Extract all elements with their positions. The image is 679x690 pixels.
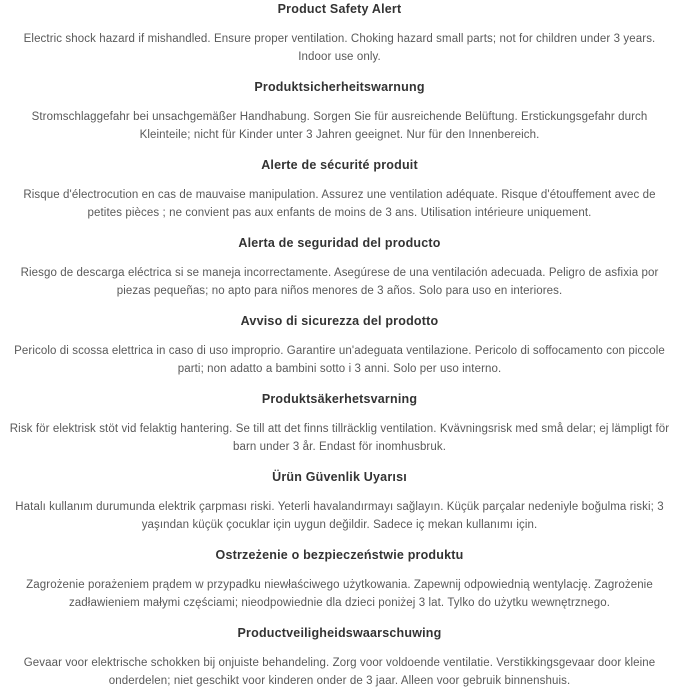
section-body-pl: Zagrożenie porażeniem prądem w przypadku niewłaściwego użytkowania. Zapewnij odpowiednią wentylację. Zagrożenie zadławieniem małymi częściami; nieodpowiednie dla dzieci poniżej 3 lat. Tylko do użytku wewnętrznego. bbox=[26, 579, 653, 609]
section-heading-tr: Ürün Güvenlik Uyarısı bbox=[272, 470, 407, 484]
safety-section-fr bbox=[6, 158, 673, 222]
section-body-en: Electric shock hazard if mishandled. Ensure proper ventilation. Choking hazard small parts; not for children under 3 years. Indoor use only. bbox=[23, 33, 656, 63]
section-body-tr: Hatalı kullanım durumunda elektrik çarpması riski. Yeterli havalandırmayı sağlayın. Küçük parçalar nedeniyle boğulma riski; 3 yaşından küçük çocuklar için uygun değildir. Sadece iç mekan kullanımı için. bbox=[15, 501, 664, 531]
safety-section-it bbox=[6, 314, 673, 378]
section-heading-de: Produktsicherheitswarnung bbox=[254, 80, 425, 94]
safety-section-de bbox=[6, 80, 673, 144]
section-heading-sv: Produktsäkerhetsvarning bbox=[261, 392, 418, 406]
section-heading-fr: Alerte de sécurité produit bbox=[261, 158, 418, 172]
safety-section-en bbox=[6, 2, 673, 66]
safety-section-sv bbox=[6, 392, 673, 456]
section-heading-en: Product Safety Alert bbox=[277, 2, 402, 16]
section-body-de: Stromschlaggefahr bei unsachgemäßer Handhabung. Sorgen Sie für ausreichende Belüftung. Erstickungsgefahr durch Kleinteile; nicht für Kinder unter 3 Jahren geeignet. Nur für den Innenbereich. bbox=[31, 111, 648, 141]
safety-section-es bbox=[6, 236, 673, 300]
section-heading-es: Alerta de seguridad del producto bbox=[238, 236, 441, 250]
section-body-nl: Gevaar voor elektrische schokken bij onjuiste behandeling. Zorg voor voldoende ventilatie. Verstikkingsgevaar door kleine onderdelen; niet geschikt voor kinderen onder de 3 jaar. Alleen voor gebruik binnenshuis. bbox=[23, 657, 656, 687]
section-body-it: Pericolo di scossa elettrica in caso di uso improprio. Garantire un'adeguata ventilazione. Pericolo di soffocamento con piccole parti; non adatto a bambini sotto i 3 anni. Solo per uso interno. bbox=[14, 345, 665, 375]
section-body-es: Riesgo de descarga eléctrica si se maneja incorrectamente. Asegúrese de una ventilación adecuada. Peligro de asfixia por piezas pequeñas; no apto para niños menores de 3 años. Solo para uso en interiores. bbox=[20, 267, 659, 297]
safety-section-pl bbox=[6, 548, 673, 612]
section-heading-pl: Ostrzeżenie o bezpieczeństwie produktu bbox=[215, 548, 464, 562]
section-body-fr: Risque d'électrocution en cas de mauvaise manipulation. Assurez une ventilation adéquate. Risque d'étouffement avec de petites pièces ; ne convient pas aux enfants de moins de 3 ans. Utilisation intérieure uniquement. bbox=[23, 189, 656, 219]
section-body-sv: Risk för elektrisk stöt vid felaktig hantering. Se till att det finns tillräcklig ventilation. Kvävningsrisk med små delar; ej lämpligt för barn under 3 år. Endast för inomhusbruk. bbox=[9, 423, 670, 453]
safety-section-nl bbox=[6, 626, 673, 690]
section-heading-it: Avviso di sicurezza del prodotto bbox=[240, 314, 439, 328]
section-heading-nl: Productveiligheidswaarschuwing bbox=[237, 626, 442, 640]
safety-section-tr bbox=[6, 470, 673, 534]
